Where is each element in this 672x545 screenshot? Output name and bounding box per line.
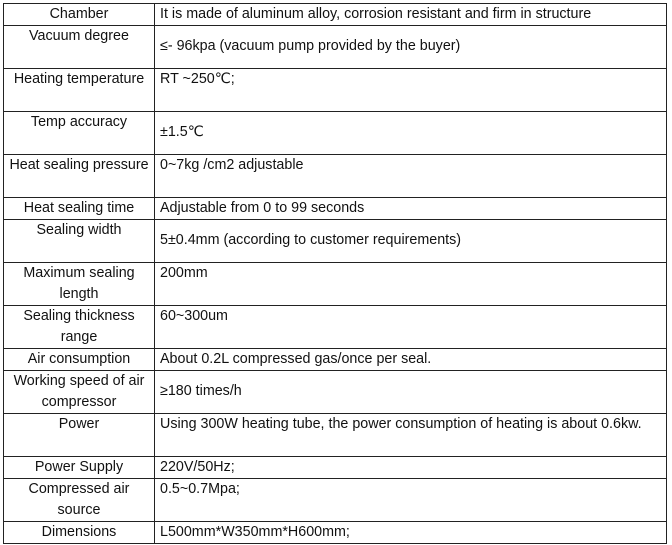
spec-value [155,112,667,155]
table-row [4,414,667,457]
spec-label: Maximum sealing length [4,263,155,306]
spec-value: Adjustable from 0 to 99 seconds [155,198,667,220]
table-row [4,155,667,198]
spec-value: RT ~250℃; [155,69,667,112]
table-row [4,4,667,26]
spec-value: 220V/50Hz; [155,457,667,479]
spec-value: 60~300um [155,306,667,349]
spec-value: 200mm [155,263,667,306]
spec-value-text: 5±0.4mm (according to customer requirements) [160,232,462,248]
spec-value: 0~7kg /cm2 adjustable [155,155,667,198]
spec-label: Vacuum degree [4,26,155,69]
spec-value [155,371,667,414]
spec-value: 0.5~0.7Mpa; [155,479,667,522]
specification-table [3,3,667,544]
spec-label: Working speed of air compressor [4,371,155,414]
spec-label: Dimensions [4,522,155,544]
spec-label: Sealing thickness range [4,306,155,349]
spec-label: Heat sealing time [4,198,155,220]
table-row [4,479,667,522]
spec-label: Air consumption [4,349,155,371]
spec-value: About 0.2L compressed gas/once per seal. [155,349,667,371]
spec-value: It is made of aluminum alloy, corrosion resistant and firm in structure [155,4,667,26]
table-row [4,220,667,263]
table-row [4,349,667,371]
spec-label: Temp accuracy [4,112,155,155]
table-row [4,306,667,349]
spec-label: Compressed air source [4,479,155,522]
spec-value: Using 300W heating tube, the power consumption of heating is about 0.6kw. [155,414,667,457]
spec-label: Sealing width [4,220,155,263]
table-row [4,457,667,479]
spec-label: Chamber [4,4,155,26]
table-row [4,112,667,155]
spec-value [155,26,667,69]
table-row [4,263,667,306]
spec-value-text: ≤- 96kpa (vacuum pump provided by the buyer) [160,38,461,54]
spec-value [155,220,667,263]
spec-label: Heat sealing pressure [4,155,155,198]
table-row [4,371,667,414]
table-row [4,522,667,544]
spec-value-text: ±1.5℃ [160,124,204,140]
table-row [4,26,667,69]
spec-label: Heating temperature [4,69,155,112]
table-row [4,198,667,220]
table-row [4,69,667,112]
spec-label: Power [4,414,155,457]
spec-label: Power Supply [4,457,155,479]
spec-value-text: ≥180 times/h [160,383,242,399]
spec-value: L500mm*W350mm*H600mm; [155,522,667,544]
